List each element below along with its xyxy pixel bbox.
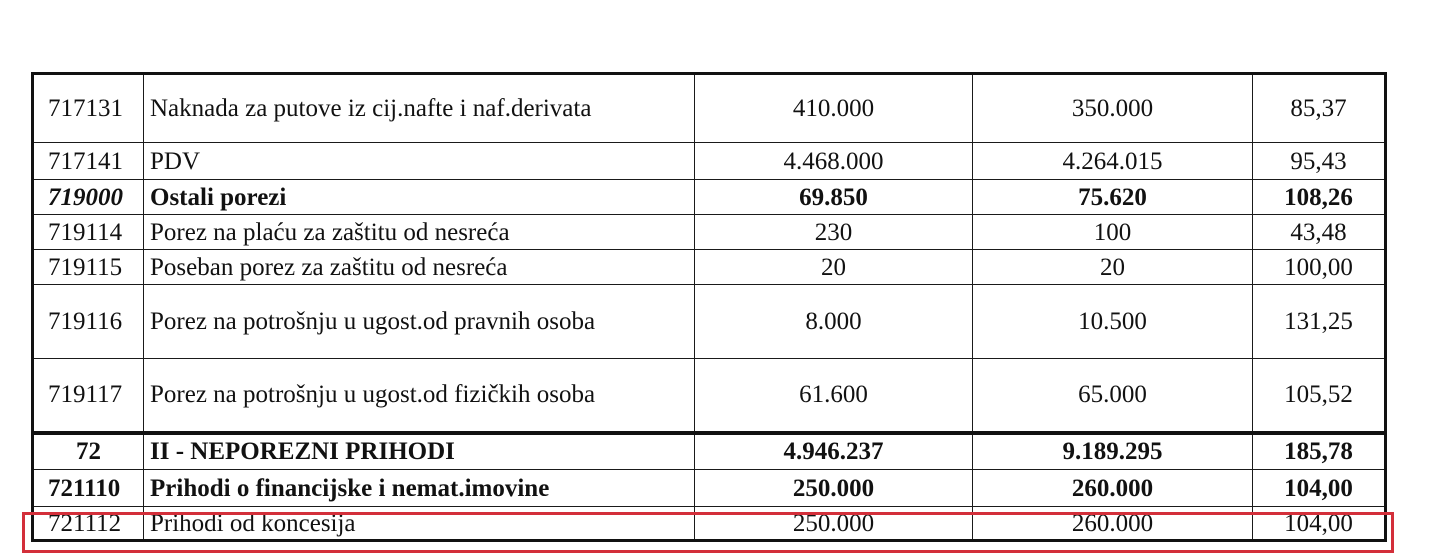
table-row (33, 433, 1386, 470)
table-row (33, 180, 1386, 215)
row-realized: 260.000 (973, 507, 1253, 541)
row-plan: 61.600 (695, 359, 973, 433)
row-description: Poseban porez za zaštitu od nesreća (144, 250, 695, 285)
row-plan: 250.000 (695, 470, 973, 507)
table-row (33, 285, 1386, 359)
row-realized: 75.620 (973, 180, 1253, 215)
table-row-highlighted (33, 507, 1386, 541)
row-index: 104,00 (1253, 470, 1386, 507)
row-realized: 9.189.295 (973, 433, 1253, 470)
row-realized: 20 (973, 250, 1253, 285)
row-code: 719116 (33, 285, 144, 359)
row-index: 104,00 (1253, 507, 1386, 541)
row-plan: 8.000 (695, 285, 973, 359)
row-description: II - NEPOREZNI PRIHODI (144, 433, 695, 470)
row-code: 72 (33, 433, 144, 470)
table-row (33, 143, 1386, 180)
row-description: Porez na plaću za zaštitu od nesreća (144, 215, 695, 250)
row-code: 717131 (33, 74, 144, 143)
row-index: 105,52 (1253, 359, 1386, 433)
row-description: Prihodi o financijske i nemat.imovine (144, 470, 695, 507)
row-realized: 260.000 (973, 470, 1253, 507)
row-plan: 410.000 (695, 74, 973, 143)
table-row (33, 359, 1386, 433)
table-row (33, 74, 1386, 143)
row-realized: 4.264.015 (973, 143, 1253, 180)
row-plan: 4.946.237 (695, 433, 973, 470)
row-index: 85,37 (1253, 74, 1386, 143)
budget-table-container (31, 72, 1384, 542)
table-row (33, 215, 1386, 250)
row-index: 131,25 (1253, 285, 1386, 359)
row-plan: 20 (695, 250, 973, 285)
row-code: 721112 (33, 507, 144, 541)
row-index: 100,00 (1253, 250, 1386, 285)
row-realized: 65.000 (973, 359, 1253, 433)
table-row (33, 250, 1386, 285)
row-description: Porez na potrošnju u ugost.od pravnih osoba (144, 285, 695, 359)
row-code: 717141 (33, 143, 144, 180)
table-row (33, 470, 1386, 507)
row-realized: 350.000 (973, 74, 1253, 143)
row-index: 43,48 (1253, 215, 1386, 250)
row-plan: 4.468.000 (695, 143, 973, 180)
row-realized: 10.500 (973, 285, 1253, 359)
row-realized: 100 (973, 215, 1253, 250)
row-code: 719117 (33, 359, 144, 433)
budget-table (31, 72, 1387, 542)
row-plan: 250.000 (695, 507, 973, 541)
row-description: Naknada za putove iz cij.nafte i naf.derivata (144, 74, 695, 143)
row-code: 719114 (33, 215, 144, 250)
row-code: 721110 (33, 470, 144, 507)
row-description: Porez na potrošnju u ugost.od fizičkih osoba (144, 359, 695, 433)
row-plan: 69.850 (695, 180, 973, 215)
row-description: Ostali porezi (144, 180, 695, 215)
row-plan: 230 (695, 215, 973, 250)
row-index: 95,43 (1253, 143, 1386, 180)
row-code: 719000 (33, 180, 144, 215)
row-description: Prihodi od koncesija (144, 507, 695, 541)
row-index: 185,78 (1253, 433, 1386, 470)
row-code: 719115 (33, 250, 144, 285)
row-index: 108,26 (1253, 180, 1386, 215)
row-description: PDV (144, 143, 695, 180)
